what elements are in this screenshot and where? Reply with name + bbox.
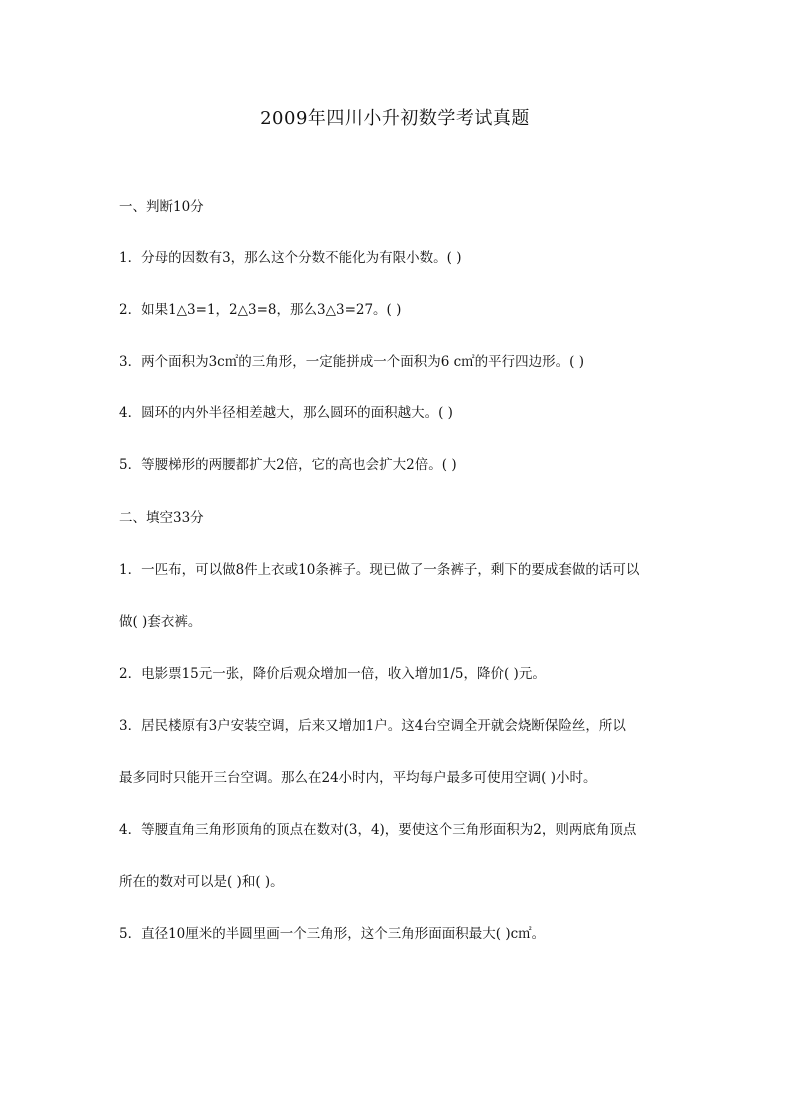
document-title: 2009年四川小升初数学考试真题	[260, 108, 530, 129]
judgement-question-2: 2．如果1△3=1，2△3=8，那么3△3=27。( )	[119, 302, 402, 318]
fill-question-1-line-1: 1．一匹布，可以做8件上衣或10条裤子。现已做了一条裤子，剩下的要成套做的话可以	[119, 562, 640, 578]
fill-question-3-line-2: 最多同时只能开三台空调。那么在24小时内，平均每户最多可使用空调( )小时。	[119, 770, 597, 786]
judgement-question-5: 5．等腰梯形的两腰都扩大2倍，它的高也会扩大2倍。( )	[119, 457, 457, 473]
fill-question-3-line-1: 3．居民楼原有3户安装空调，后来又增加1户。这4台空调全开就会烧断保险丝，所以	[119, 718, 626, 734]
judgement-question-1: 1．分母的因数有3，那么这个分数不能化为有限小数。( )	[119, 250, 462, 266]
fill-question-4-line-1: 4．等腰直角三角形顶角的顶点在数对(3，4)，要使这个三角形面积为2，则两底角顶点	[119, 822, 637, 838]
section-heading-fill-in: 二、填空33分	[119, 510, 204, 526]
fill-question-1-line-2: 做( )套衣裤。	[119, 614, 202, 630]
judgement-question-4: 4．圆环的内外半径相差越大，那么圆环的面积越大。( )	[119, 405, 453, 421]
section-heading-judgement: 一、判断10分	[119, 199, 204, 215]
fill-question-2: 2．电影票15元一张，降价后观众增加一倍，收入增加1/5，降价( )元。	[119, 666, 546, 682]
fill-question-5: 5．直径10厘米的半圆里画一个三角形，这个三角形面面积最大( )c㎡。	[119, 926, 546, 942]
fill-question-4-line-2: 所在的数对可以是( )和( )。	[119, 874, 284, 890]
judgement-question-3: 3．两个面积为3c㎡的三角形，一定能拼成一个面积为6 c㎡的平行四边形。( )	[119, 354, 585, 370]
